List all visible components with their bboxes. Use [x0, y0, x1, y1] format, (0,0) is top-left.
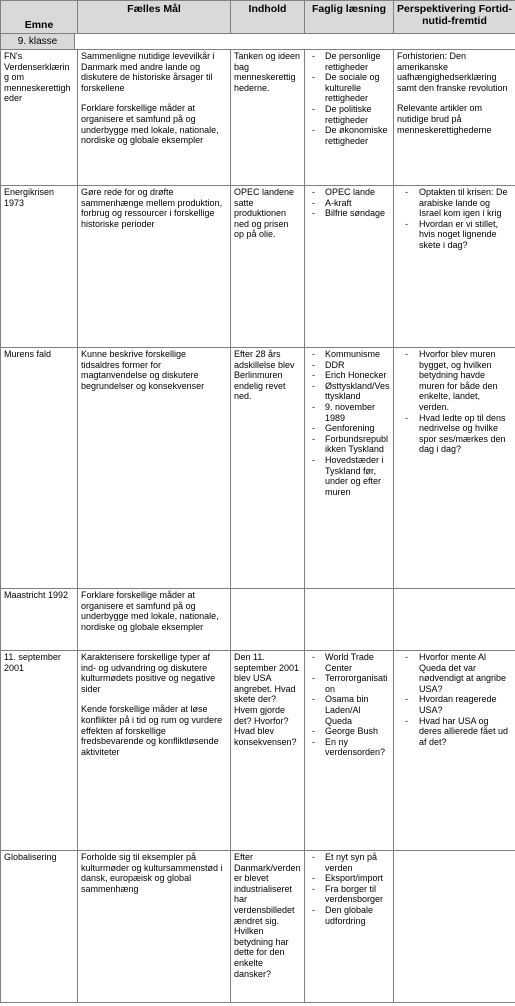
indhold-cell: OPEC landene satte produktionen ned og prisen op på olie.: [231, 186, 305, 348]
header-faglig-laesning: Faglig læsning: [305, 1, 394, 34]
list-item: - Den globale udfordring: [308, 905, 390, 926]
indhold-cell: Efter 28 års adskillelse blev Berlinmuren endelig revet ned.: [231, 348, 305, 589]
list-item: - OPEC lande: [308, 187, 390, 198]
maal-text: Sammenligne nutidige levevilkår i Danmark med andre lande og diskutere de historiske årsager til forskellene: [81, 51, 215, 93]
indhold-cell: Efter Danmark/verden er blevet industrialiseret har verdensbilledet ændret sig. Hvilken betydning har dette for den enkelte dansker?: [231, 851, 305, 1003]
maal-text: Kunne beskrive forskellige tidsaldres former for magtanvendelse og diskutere begrundelser og konsekvenser: [81, 349, 205, 391]
maal-cell: [78, 348, 231, 589]
table-row: [1, 589, 515, 651]
klasse-row: [1, 34, 515, 50]
list-item: - Hvorfor blev muren bygget, og hvilken betydning havde muren for både den enkelte, landet, verden.: [397, 349, 512, 413]
laesning-cell: [305, 348, 394, 589]
list-item: - World Trade Center: [308, 652, 390, 673]
table-row: [1, 348, 515, 589]
laesning-cell: [305, 851, 394, 1003]
list-item: - De økonomiske rettigheder: [308, 125, 390, 146]
table-row: [1, 851, 515, 1003]
list-item: - Optakten til krisen: De arabiske lande og Israel kom igen i krig: [397, 187, 512, 219]
emne-cell: FN's Verdenserklæring om menneskerettigheder: [1, 50, 78, 186]
maal-text: Forholde sig til eksempler på kulturmøder og kultursammenstød i dansk, europæisk og global sammenhæng: [81, 852, 223, 894]
indhold-cell: Tanken og ideen bag menneskerettig hederne.: [231, 50, 305, 186]
laesning-cell: [305, 589, 394, 651]
header-faelles-maal: Fælles Mål: [78, 1, 231, 34]
indhold-cell: Den 11. september 2001 blev USA angrebet. Hvad skete der? Hvem gjorde det? Hvorfor? Hvad blev konsekvensen?: [231, 651, 305, 851]
maal-text: Forklare forskellige måder at organisere et samfund på og underbygge med lokale, nationale, nordiske og globale eksempler: [81, 590, 219, 632]
list-item: - A-kraft: [308, 198, 390, 209]
list-item: - George Bush: [308, 726, 390, 737]
header-indhold: Indhold: [231, 1, 305, 34]
list-item: - Hvorfor mente Al Queda det var nødvendigt at angribe USA?: [397, 652, 512, 694]
maal-text: Forklare forskellige måder at organisere et samfund på og underbygge med lokale, nationale, nordiske og globale eksempler: [81, 103, 219, 146]
list-item: - Bilfrie søndage: [308, 208, 390, 219]
header-emne: Emne: [1, 1, 78, 34]
list-item: - Eksport/import: [308, 873, 390, 884]
list-item: - Genforening: [308, 423, 390, 434]
table-row: [1, 651, 515, 851]
list-item: - Terrororganisation: [308, 673, 390, 694]
maal-text: Karakterisere forskellige typer af ind- og udvandring og diskutere kulturmødets positive og negative sider: [81, 652, 216, 694]
perspektivering-cell: [394, 348, 515, 589]
list-item: - 9. november 1989: [308, 402, 390, 423]
emne-cell: Maastricht 1992: [1, 589, 78, 651]
klasse-label: 9. klasse: [1, 34, 75, 49]
table-row: [1, 186, 515, 348]
perspektivering-cell: [394, 589, 515, 651]
indhold-cell: [231, 589, 305, 651]
maal-cell: [78, 851, 231, 1003]
list-item: - Østtyskland/Vesttyskland: [308, 381, 390, 402]
maal-cell: [78, 50, 231, 186]
list-item: - Fra borger til verdensborger: [308, 884, 390, 905]
perspektivering-cell: [394, 851, 515, 1003]
list-item: - Hvordan er vi stillet, hvis noget lignende skete i dag?: [397, 219, 512, 251]
list-item: - De personlige rettigheder: [308, 51, 390, 72]
list-item: - En ny verdensorden?: [308, 737, 390, 758]
emne-cell: 11. september 2001: [1, 651, 78, 851]
list-item: - Kommunisme: [308, 349, 390, 360]
laesning-cell: [305, 651, 394, 851]
list-item: - Hovedstæder i Tyskland før, under og efter muren: [308, 455, 390, 497]
laesning-cell: [305, 50, 394, 186]
header-perspektivering: Perspektivering Fortid-nutid-fremtid: [394, 1, 515, 34]
laesning-cell: [305, 186, 394, 348]
emne-cell: Murens fald: [1, 348, 78, 589]
perspektivering-cell: [394, 186, 515, 348]
list-item: - DDR: [308, 360, 390, 371]
persp-text: Forhistorien: Den amerikanske uafhængighedserklæring samt den franske revolution: [397, 51, 508, 93]
perspektivering-cell: [394, 50, 515, 186]
maal-cell: [78, 186, 231, 348]
persp-text: Relevante artikler om nutidige brud på menneskerettighederne: [397, 103, 492, 135]
list-item: - Et nyt syn på verden: [308, 852, 390, 873]
list-item: - Hvordan reagerede USA?: [397, 694, 512, 715]
perspektivering-cell: [394, 651, 515, 851]
list-item: - Hvad ledte op til dens nedrivelse og hvilke spor ses/mærkes den dag i dag?: [397, 413, 512, 455]
table-row: [1, 50, 515, 186]
maal-text: Gøre rede for og drøfte sammenhænge mellem produktion, forbrug og ressourcer i forskellige historiske perioder: [81, 187, 223, 229]
list-item: - Hvad har USA og deres allierede fået ud af det?: [397, 716, 512, 748]
maal-text: Kende forskellige måder at løse konflikter på i tid og rum og vurdere effekten af forskellige fredsbevarende og konfliktløsende aktiviteter: [81, 704, 223, 757]
emne-cell: Globalisering: [1, 851, 78, 1003]
maal-cell: [78, 589, 231, 651]
maal-cell: [78, 651, 231, 851]
list-item: - Osama bin Laden/Al Queda: [308, 694, 390, 726]
emne-cell: Energikrisen 1973: [1, 186, 78, 348]
list-item: - Erich Honecker: [308, 370, 390, 381]
list-item: - De politiske rettigheder: [308, 104, 390, 125]
list-item: - Forbundsrepublikken Tyskland: [308, 434, 390, 455]
list-item: - De sociale og kulturelle rettigheder: [308, 72, 390, 104]
